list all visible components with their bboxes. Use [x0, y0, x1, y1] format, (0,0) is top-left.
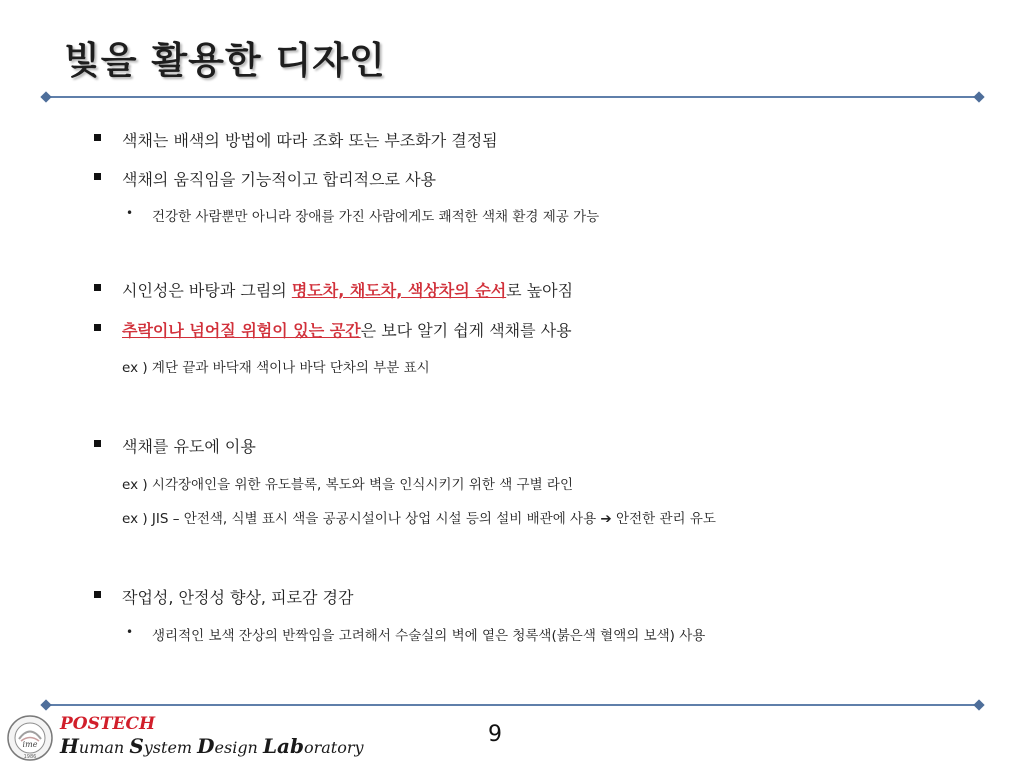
- sub-bullet-text: 생리적인 보색 잔상의 반짝임을 고려해서 수술실의 벽에 옅은 청록색(붉은색 혈액의 보색) 사용: [152, 628, 706, 644]
- bullet-item: [122, 278, 573, 301]
- brand-word: ystem: [143, 738, 198, 757]
- dot-bullet-icon: •: [126, 625, 134, 639]
- bullet-item: [122, 318, 572, 341]
- ime-seal-logo: [6, 714, 54, 762]
- bullet-item: [122, 585, 353, 608]
- sub-bullet-item: [126, 205, 600, 225]
- bullet-text-before: 시인성은 바탕과 그림의: [122, 281, 292, 300]
- brand-word: oratory: [303, 738, 364, 757]
- logo-year: 1986: [23, 754, 37, 760]
- bullet-text-after: 로 높아짐: [506, 281, 574, 300]
- brand-university: POSTECH: [60, 714, 156, 734]
- example-text: ex ) 계단 끝과 바닥재 색이나 바닥 단차의 부분 표시: [122, 360, 430, 376]
- highlighted-text: 명도차, 채도차, 색상차의 순서: [291, 281, 507, 300]
- brand-initial: D: [197, 734, 215, 758]
- brand-initial: Lab: [262, 734, 304, 758]
- example-line: [122, 507, 716, 527]
- brand-lab-name: [60, 736, 364, 756]
- bullet-text: 작업성, 안정성 향상, 피로감 경감: [122, 588, 354, 607]
- square-bullet-icon: [94, 440, 101, 447]
- page-number: 9: [488, 722, 502, 747]
- sub-bullet-text: 건강한 사람뿐만 아니라 장애를 가진 사람에게도 쾌적한 색채 환경 제공 가능: [152, 209, 600, 225]
- brand-initial: S: [129, 734, 144, 758]
- example-line: [122, 473, 573, 493]
- square-bullet-icon: [94, 324, 101, 331]
- example-text-after: 안전한 관리 유도: [611, 511, 716, 527]
- slide-title: 빛을 활용한 디자인: [64, 39, 386, 82]
- brand-word: uman: [78, 738, 130, 757]
- lab-brand: [60, 716, 364, 756]
- square-bullet-icon: [94, 591, 101, 598]
- bullet-item: [122, 434, 256, 457]
- square-bullet-icon: [94, 173, 101, 180]
- dot-bullet-icon: •: [126, 206, 134, 220]
- sub-bullet-item: [126, 624, 706, 644]
- bullet-item: [122, 167, 436, 190]
- bullet-text: 색채의 움직임을 기능적이고 합리적으로 사용: [122, 170, 437, 189]
- example-line: [122, 356, 430, 376]
- example-text: ex ) 시각장애인을 위한 유도블록, 복도와 벽을 인식시키기 위한 색 구별 라인: [122, 477, 574, 493]
- bullet-text: 색채는 배색의 방법에 따라 조화 또는 부조화가 결정됨: [122, 131, 498, 150]
- brand-initial: H: [60, 734, 79, 758]
- example-text-before: ex ) JIS – 안전색, 식별 표시 색을 공공시설이나 상업 시설 등의 설비 배관에 사용: [122, 511, 601, 527]
- bullet-text-after: 은 보다 알기 쉽게 색채를 사용: [360, 321, 572, 340]
- square-bullet-icon: [94, 134, 101, 141]
- brand-word: esign: [214, 738, 263, 757]
- footer-divider: [46, 704, 979, 706]
- right-arrow-icon: ➔: [600, 511, 612, 527]
- highlighted-text: 추락이나 넘어질 위험이 있는 공간: [122, 321, 361, 340]
- logo-text: ime: [22, 740, 38, 749]
- square-bullet-icon: [94, 284, 101, 291]
- bullet-item: [122, 128, 498, 151]
- bullet-text: 색채를 유도에 이용: [122, 437, 256, 456]
